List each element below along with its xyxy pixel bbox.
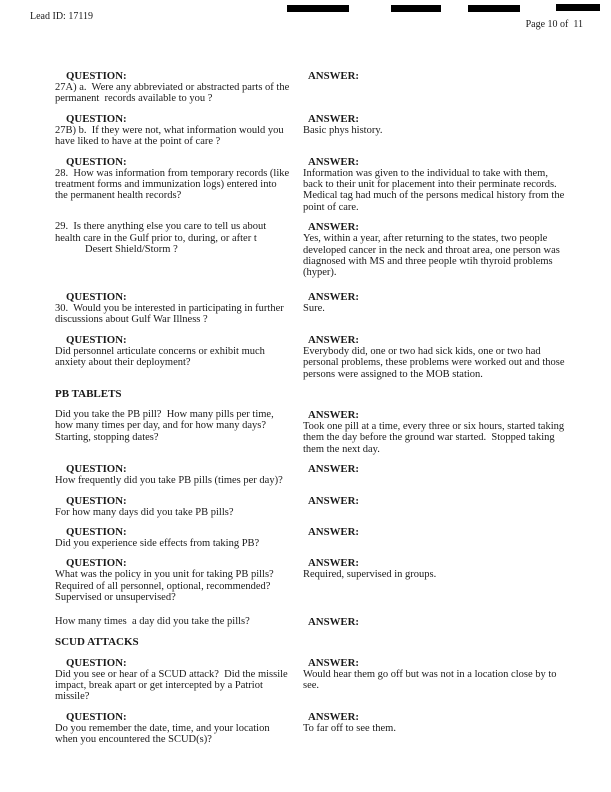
qa-content <box>55 70 567 754</box>
question-column <box>55 113 303 148</box>
answer-column <box>303 113 567 148</box>
question-text: Do you remember the date, time, and your location when you encountered the SCUD(s)? <box>55 722 273 746</box>
qa-row <box>55 221 567 279</box>
qa-row <box>55 156 567 214</box>
answer-text: Yes, within a year, after returning to the states, two people developed cancer in the neck and throat area, one person was diagnosed with MS and three people wtih thyroid problems (hyper). <box>303 233 563 279</box>
question-text: 29. Is there anything else you care to tell us about health care in the Gulf prior to, during, or after t <box>55 221 269 244</box>
answer-column <box>303 221 567 279</box>
question-text: Did you take the PB pill? How many pills per time, how many times per day, and for how many days? Starting, stopping dates? <box>55 408 277 443</box>
question-label: QUESTION: <box>66 525 127 538</box>
question-label: QUESTION: <box>66 70 127 82</box>
qa-row <box>55 711 567 746</box>
question-label: QUESTION: <box>66 155 127 168</box>
question-column <box>55 221 303 279</box>
question-column <box>55 526 303 549</box>
redaction-bar <box>391 5 441 12</box>
question-column <box>55 557 303 603</box>
answer-column <box>303 557 567 603</box>
question-column <box>55 291 303 326</box>
qa-row <box>55 409 567 455</box>
question-column <box>55 409 303 455</box>
section-header-scud-attacks: SCUD ATTACKS <box>55 635 139 648</box>
answer-label: ANSWER: <box>308 112 359 125</box>
qa-row <box>55 657 567 703</box>
qa-row <box>55 334 567 380</box>
question-label: QUESTION: <box>66 333 127 346</box>
answer-label: ANSWER: <box>308 656 359 669</box>
question-label: QUESTION: <box>66 710 127 723</box>
answer-column <box>303 495 567 518</box>
answer-column <box>303 334 567 380</box>
question-label: QUESTION: <box>66 494 127 507</box>
answer-label: ANSWER: <box>308 408 359 421</box>
question-label: QUESTION: <box>66 463 127 476</box>
question-column <box>55 334 303 380</box>
question-column <box>55 616 303 628</box>
qa-row <box>55 557 567 603</box>
page-number: Page 10 of 11 <box>525 19 583 30</box>
question-label: QUESTION: <box>66 557 127 570</box>
redaction-bar <box>556 4 600 11</box>
qa-row <box>55 70 567 105</box>
question-text: Did you experience side effects from taking PB? <box>55 537 260 549</box>
answer-label: ANSWER: <box>308 70 359 82</box>
question-column <box>55 657 303 703</box>
question-label: QUESTION: <box>66 290 127 303</box>
qa-row <box>55 495 567 518</box>
answer-text: Would hear them go off but was not in a location close by to see. <box>303 668 560 691</box>
answer-text: Information was given to the individual to take with them, back to their unit for placement into their perminate records. Medical tag had much of the persons medical history from the point of care. <box>303 167 567 213</box>
answer-label: ANSWER: <box>308 494 359 507</box>
qa-row <box>55 526 567 549</box>
answer-label: ANSWER: <box>308 557 359 570</box>
qa-row <box>55 291 567 326</box>
question-text: 27A) a. Were any abbreviated or abstracted parts of the permanent records available to you ? <box>55 82 292 105</box>
section-header-pb-tablets: PB TABLETS <box>55 387 122 400</box>
qa-row <box>55 113 567 148</box>
answer-label: ANSWER: <box>308 290 359 303</box>
answer-text: Sure. <box>303 302 325 314</box>
answer-column <box>303 291 567 326</box>
answer-column <box>303 463 567 486</box>
redaction-bar <box>468 5 520 12</box>
question-column <box>55 70 303 105</box>
question-text: 27B) b. If they were not, what information would you have liked to have at the point of care ? <box>55 124 287 148</box>
answer-label: ANSWER: <box>308 710 359 723</box>
question-column <box>55 156 303 214</box>
question-column <box>55 495 303 518</box>
question-text-indented: Desert Shield/Storm ? <box>85 244 178 256</box>
question-label: QUESTION: <box>66 112 127 125</box>
qa-row <box>55 616 567 628</box>
question-column <box>55 711 303 746</box>
answer-text: Required, supervised in groups. <box>303 569 437 581</box>
answer-text: Everybody did, one or two had sick kids, one or two had personal problems, these problems were worked out and those persons were assigned to the MOB station. <box>303 345 568 380</box>
question-text: Did personnel articulate concerns or exhibit much anxiety about their deployment? <box>55 345 268 369</box>
question-column <box>55 463 303 486</box>
answer-column <box>303 526 567 549</box>
question-label: QUESTION: <box>66 656 127 669</box>
question-text: Did you see or hear of a SCUD attack? Did the missile impact, break apart or get intercepted by a Patriot missile? <box>55 668 291 703</box>
answer-label: ANSWER: <box>308 525 359 538</box>
answer-label: ANSWER: <box>308 615 359 628</box>
answer-label: ANSWER: <box>308 221 359 234</box>
answer-text: Basic phys history. <box>303 124 383 136</box>
answer-label: ANSWER: <box>308 155 359 168</box>
answer-column <box>303 409 567 455</box>
question-text: How frequently did you take PB pills (times per day)? <box>55 475 283 487</box>
answer-column <box>303 70 567 105</box>
question-text: For how many days did you take PB pills? <box>55 506 234 518</box>
redaction-bar <box>287 5 349 12</box>
question-text: How many times a day did you take the pills? <box>55 615 250 627</box>
question-text: 28. How was information from temporary records (like treatment forms and immunization logs) entered into the permanent health records? <box>55 167 292 202</box>
question-text: What was the policy in you unit for taking PB pills? Required of all personnel, optional, recommended? Supervised or unsupervised? <box>55 569 277 604</box>
answer-text: To far off to see them. <box>303 722 396 734</box>
answer-label: ANSWER: <box>308 333 359 346</box>
answer-column <box>303 156 567 214</box>
answer-column <box>303 616 567 628</box>
qa-row <box>55 463 567 486</box>
lead-id: Lead ID: 17119 <box>30 11 93 22</box>
answer-text: Took one pill at a time, every three or six hours, started taking them the day before the ground war started. Stopped taking them the next day. <box>303 420 567 455</box>
question-text: 30. Would you be interested in participating in further discussions about Gulf War Illness ? <box>55 302 287 326</box>
answer-label: ANSWER: <box>308 463 359 476</box>
answer-column <box>303 657 567 703</box>
answer-column <box>303 711 567 746</box>
